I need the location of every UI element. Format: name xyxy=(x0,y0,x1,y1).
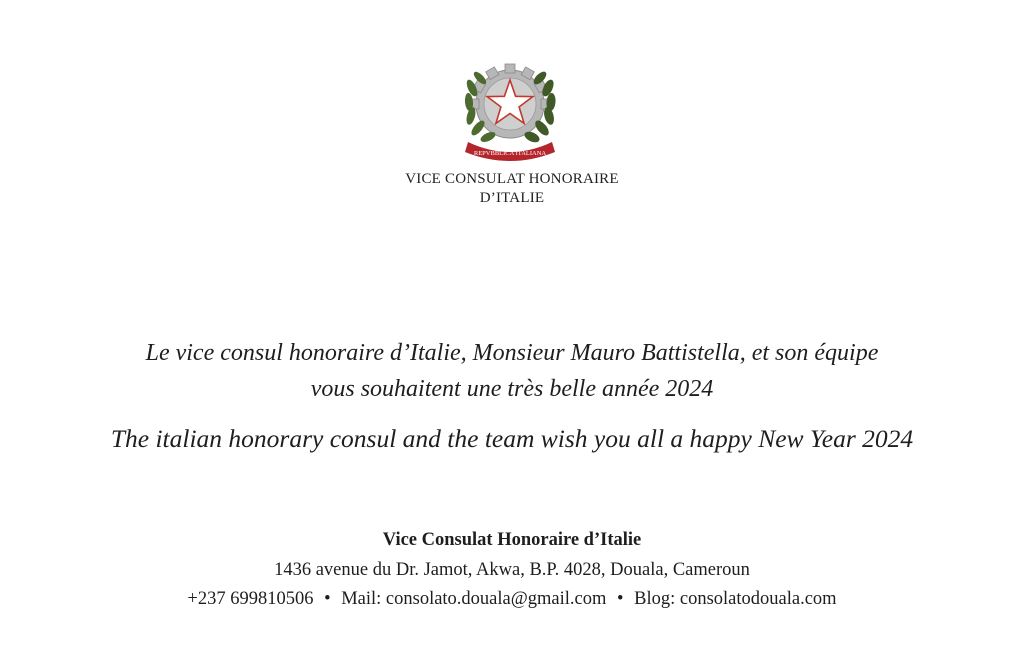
footer-separator: • xyxy=(617,589,624,609)
footer-office-name: Vice Consulat Honoraire d’Italie xyxy=(382,530,642,550)
footer-blog-link[interactable]: Blog: consolatodouala.com xyxy=(634,589,837,609)
emblem-banner-text: REPVBBLICA ITALIANA xyxy=(473,150,547,157)
greeting-french-line1: Le vice consul honoraire d’Italie, Monsieur Mauro Battistella, et son équipe xyxy=(145,340,879,366)
footer-contact xyxy=(0,589,1024,610)
italian-republic-emblem-icon xyxy=(460,58,560,164)
greeting-english: The italian honorary consul and the team wish you all a happy New Year 2024 xyxy=(110,424,914,453)
footer-address: 1436 avenue du Dr. Jamot, Akwa, B.P. 4028, Douala, Cameroun xyxy=(274,560,750,580)
footer-mail-link[interactable]: Mail: consolato.douala@gmail.com xyxy=(341,589,607,609)
greeting-french-line2: vous souhaitent une très belle année 2024 xyxy=(310,376,714,402)
footer-separator: • xyxy=(324,589,331,609)
header-title-line2: D’ITALIE xyxy=(479,190,545,206)
header-title-line1: VICE CONSULAT HONORAIRE xyxy=(405,171,619,187)
footer-phone: +237 699810506 xyxy=(187,589,314,609)
